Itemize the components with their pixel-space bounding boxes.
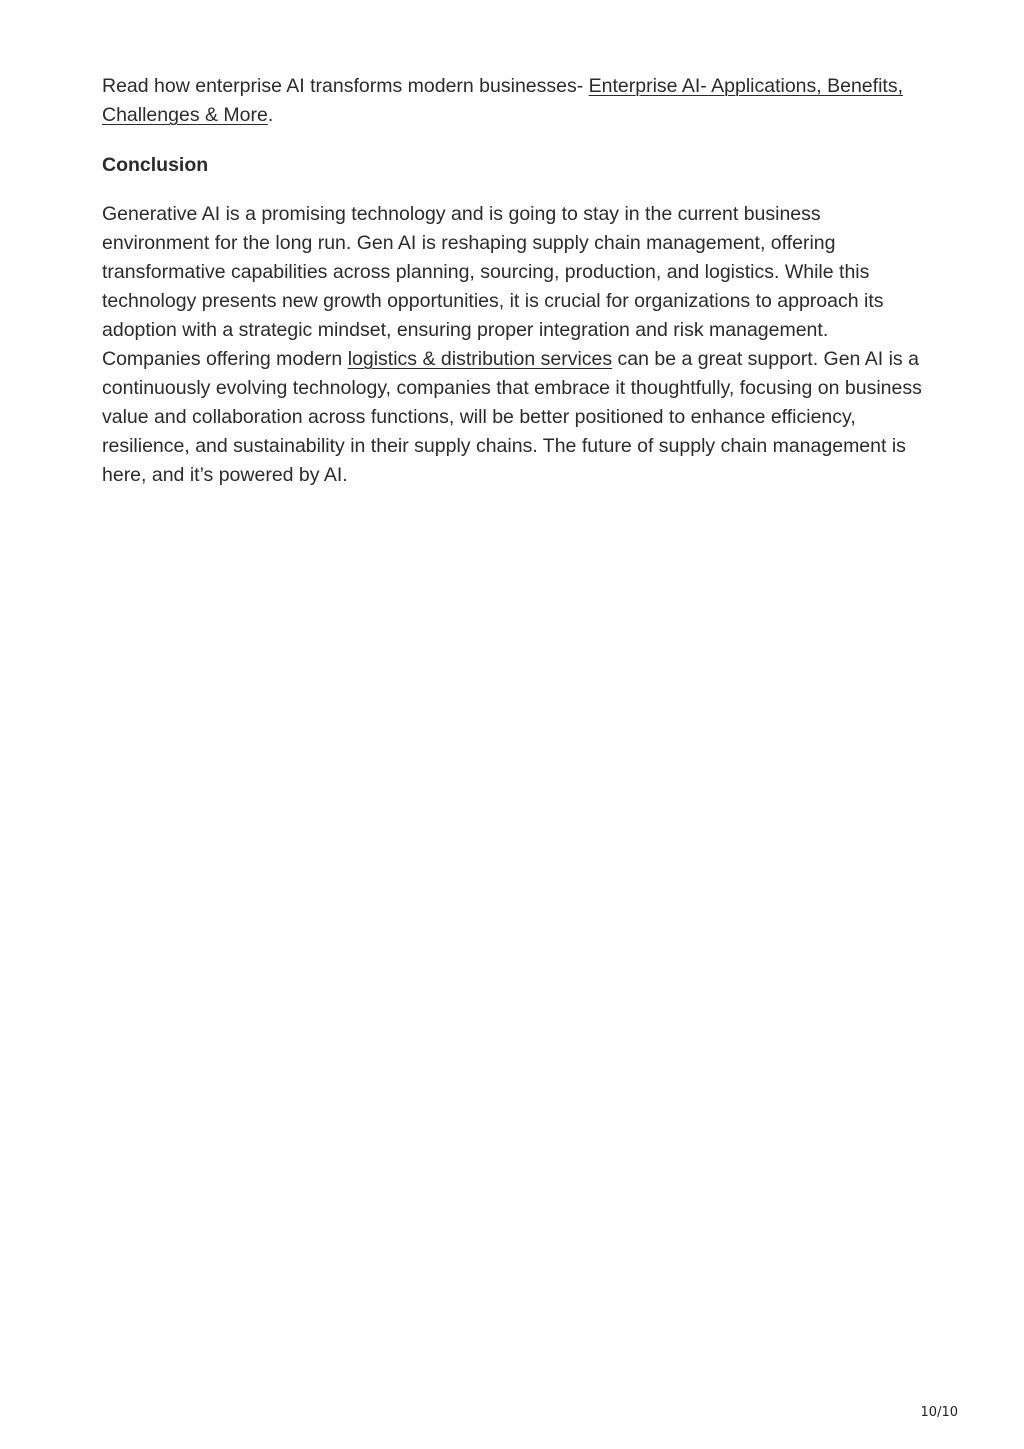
enterprise-ai-link[interactable]: Enterprise AI- Applications, Benefits, Challenges & More <box>102 75 903 126</box>
logistics-services-link[interactable]: logistics & distribution services <box>347 348 613 370</box>
page-content <box>102 72 932 490</box>
conclusion-text-before: Generative AI is a promising technology and is going to stay in the current business environment for the long run. Gen AI is reshaping supply chain management, offering transformative capabilities across planning, sourcing, production, and logistics. While this technology presents new growth opportunities, it is crucial for organizations to approach its adoption with a strategic mindset, ensuring proper integration and risk management. Companies offering modern <box>102 203 884 370</box>
page-number: 10/10 <box>920 1405 958 1420</box>
intro-text-after: . <box>267 104 274 126</box>
intro-paragraph <box>102 72 932 130</box>
conclusion-heading: Conclusion <box>102 154 209 176</box>
conclusion-text-after: can be a great support. Gen AI is a continuously evolving technology, companies that embrace it thoughtfully, focusing on business value and collaboration across functions, will be better positioned to enhance efficiency, resilience, and sustainability in their supply chains. The future of supply chain management is here, and it’s powered by AI. <box>102 348 922 486</box>
intro-text-before: Read how enterprise AI transforms modern businesses- <box>102 75 589 97</box>
conclusion-paragraph <box>102 200 932 490</box>
